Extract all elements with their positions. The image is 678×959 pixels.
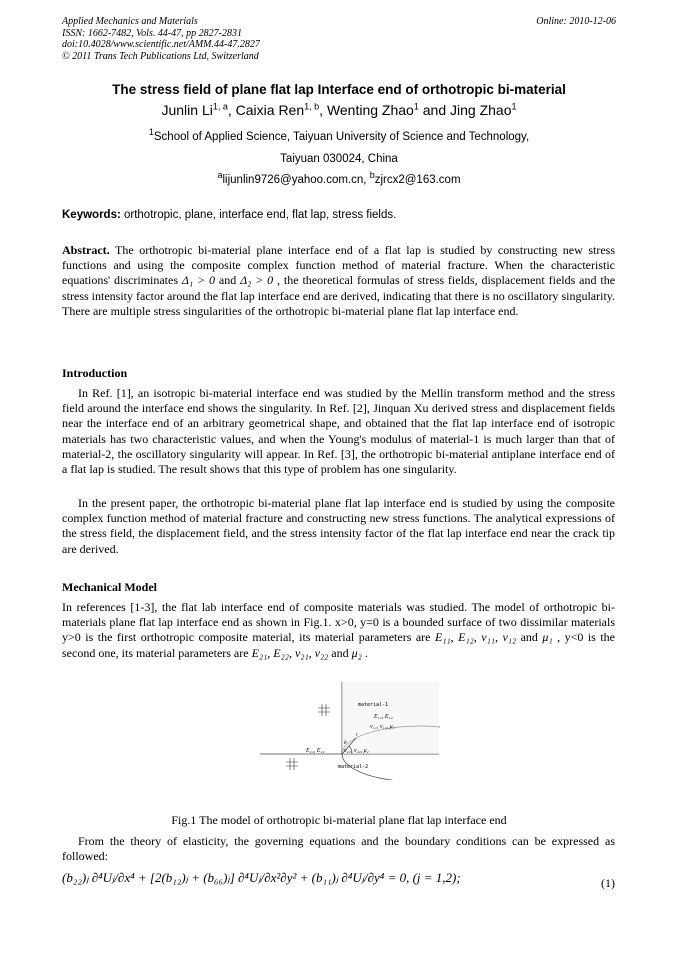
author-sup: 1, b (304, 101, 320, 112)
journal-name: Applied Mechanics and Materials (62, 16, 198, 27)
author-sup: 1 (511, 101, 517, 112)
figure-caption: Fig.1 The model of orthotropic bi-material plane flat lap interface end (171, 813, 507, 827)
intro-paragraph-1: In Ref. [1], an isotropic bi-material interface end was studied by the Mellin transform method and the stress field around the interface end shows the singularity. In Ref. [2], Jinquan Xu derived stress and displacement fields near the interface end of an arbitrary geometrical shape, and obtained that the flat lap interface end of isotropic materials has two characteristic values, and when the Young's modulus of material-1 is much larger than that of material-2, the oscillatory singularity will appear. In Ref. [3], the orthotropic bi-material antiplane interface end of a flat lap is studied. The result shows that this type of problem has one singularity. (62, 386, 615, 477)
author-name: Jing Zhao (450, 102, 512, 118)
issn-line: ISSN: 1662-7482, Vols. 44-47, pp 2827-2831 (62, 27, 242, 39)
author-list: Junlin Li$^{1, a}$, Caixia Ren$^{1, b}$, Wenting Zhao$^1$ and Jing Zhao$^1$ (161, 101, 517, 118)
r-label: r (356, 733, 358, 738)
model-paragraph: In references [1-3], the flat lab interface end of composite materials was studied. The model of orthotropic bi-materials plane flat lap interface end as shown in Fig.1. x>0, y=0 is a bounded surface of two dissimilar materials y>0 is the first orthotropic composite material, its material parameters are E₁₁, E₁₂, ν₁₁, ν₁₂ and μ₁ , y<0 is the second one, its material parameters are E₂₁, E₂₂, ν₂₁, ν₂₂ and μ₂ . (62, 600, 615, 660)
material-1-moduli: E₁₁, E₁₂ (374, 714, 393, 720)
material-1-label: material-1 (358, 702, 389, 708)
email-line: $^a$lijunlin9726@yahoo.com.cn, $^b$zjrcx2@163.com (217, 170, 461, 186)
author-sup: 1 (413, 101, 419, 112)
section-heading-model: Mechanical Model (62, 580, 157, 594)
governing-text: From the theory of elasticity, the governing equations and the boundary conditions can be expressed as followed: (62, 834, 615, 864)
keywords-text: orthotropic, plane, interface end, flat lap, stress fields. (120, 209, 397, 221)
keywords (62, 209, 396, 221)
equation-1 (62, 870, 615, 890)
figure-1-diagram (240, 680, 440, 780)
material-2-label: material-2 (338, 764, 369, 770)
keywords-label: Keywords: (62, 209, 121, 221)
material-2-poisson: ν₂₁, ν₂₂, μ₂ (344, 748, 369, 754)
material-2-moduli: E₂₁, E₂₂ (306, 748, 325, 754)
abstract: Abstract. The orthotropic bi-material plane interface end of a flat lap is studied by constructing new stress functions and using the composite complex function method of material fracture. When the characteristic equations' discriminates Δ₁ > 0 and Δ₂ > 0 , the theoretical formulas of stress fields, displacement fields and the stress intensity factor around the flat lap interface end are derived, indicating that there is no oscillatory singularity. There are multiple stress singularities of the orthotropic bi-material plane flat lap interface end. (62, 243, 616, 318)
email-b: zjrcx2@163.com (374, 174, 461, 186)
author-name: Junlin Li (161, 102, 213, 118)
material-1-poisson: ν₁₁, ν₁₂, μ₁ (370, 724, 395, 730)
online-date: Online: 2010-12-06 (536, 16, 616, 27)
section-heading-introduction: Introduction (62, 366, 128, 380)
author-sup: 1, a (212, 101, 228, 112)
email-a: lijunlin9726@yahoo.com.cn, (222, 174, 370, 186)
equation-body: (b₂₂)ⱼ ∂⁴Uⱼ/∂x⁴ + [2(b₁₂)ⱼ + (b₆₆)ⱼ] ∂⁴Uⱼ/∂x²∂y² + (b₁₁)ⱼ ∂⁴Uⱼ/∂y⁴ = 0, (j = 1,2); (62, 870, 461, 885)
copyright-line: © 2011 Trans Tech Publications Ltd, Switzerland (62, 50, 259, 62)
theta-label: θ (344, 741, 347, 746)
abstract-label: Abstract. (62, 243, 110, 257)
paper-title: The stress field of plane flat lap Interface end of orthotropic bi-material (112, 82, 566, 97)
equation-number: (1) (601, 876, 615, 890)
author-name: Wenting Zhao (326, 102, 414, 118)
affiliation-line-2: Taiyuan 030024, China (280, 153, 398, 165)
journal-header (62, 16, 260, 62)
author-name: Caixia Ren (235, 102, 305, 118)
intro-paragraph-2: In the present paper, the orthotropic bi-material plane flat lap interface end is studied by using the composite complex function method of material fracture and constructing new stress functions. The analytical expressions of the stress field, the displacement field, and the stress intensity factor of the flat lap interface end near the crack tip are derived. (62, 496, 615, 556)
affiliation-line-1: $^1$School of Applied Science, Taiyuan University of Science and Technology, (148, 127, 530, 143)
doi-line: doi:10.4028/www.scientific.net/AMM.44-47.2827 (62, 39, 260, 50)
